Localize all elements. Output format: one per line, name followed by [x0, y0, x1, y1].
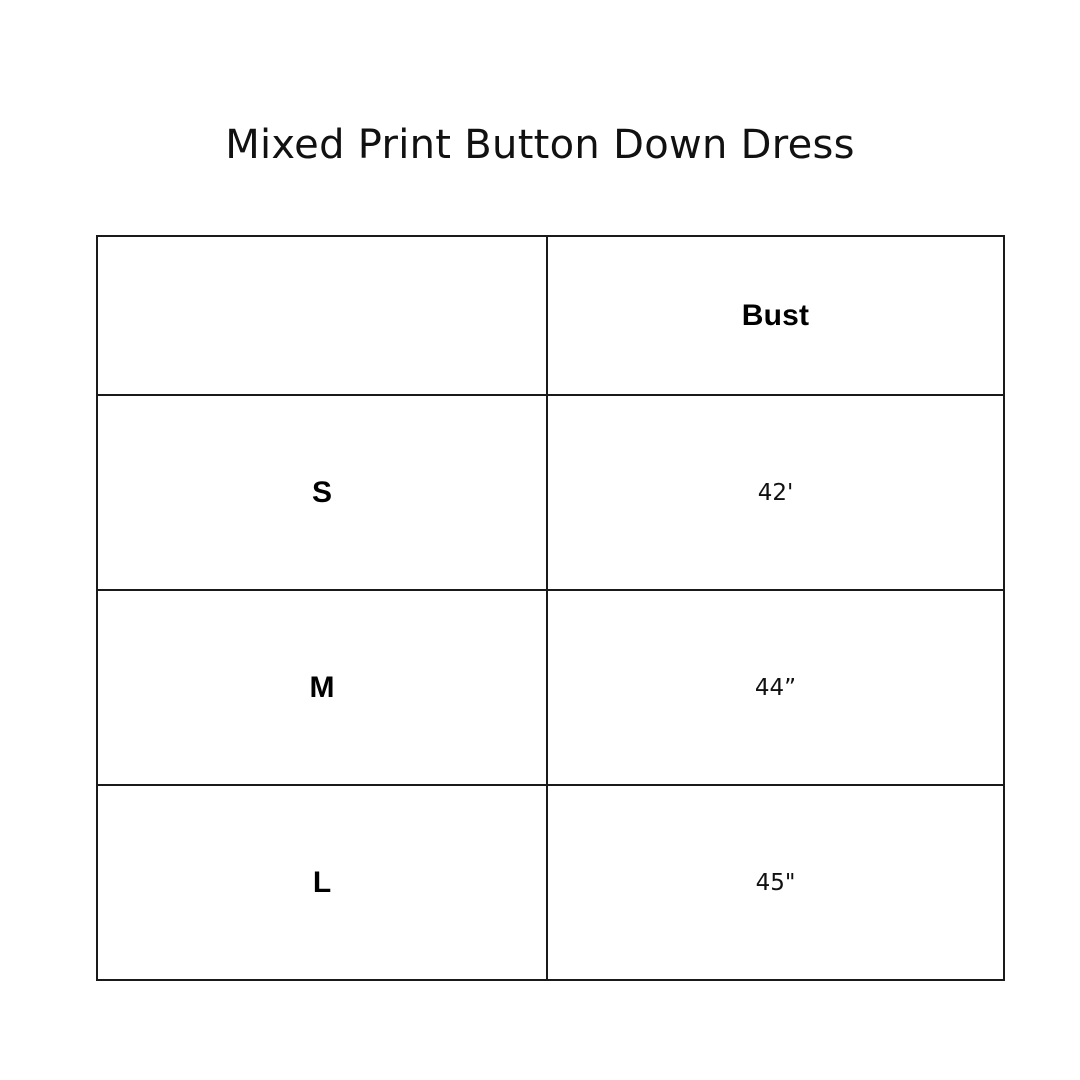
row-size-label: S — [97, 395, 547, 590]
table-header-row — [97, 236, 1004, 395]
table-row — [97, 395, 1004, 590]
column-header-bust: Bust — [547, 236, 1004, 395]
row-size-label: M — [97, 590, 547, 785]
row-bust-value: 44” — [547, 590, 1004, 785]
table-row — [97, 590, 1004, 785]
page-title: Mixed Print Button Down Dress — [225, 122, 855, 168]
row-bust-value: 45" — [547, 785, 1004, 980]
row-bust-value: 42' — [547, 395, 1004, 590]
size-chart-table — [96, 235, 1005, 981]
table-corner-cell — [97, 236, 547, 395]
table-row — [97, 785, 1004, 980]
row-size-label: L — [97, 785, 547, 980]
